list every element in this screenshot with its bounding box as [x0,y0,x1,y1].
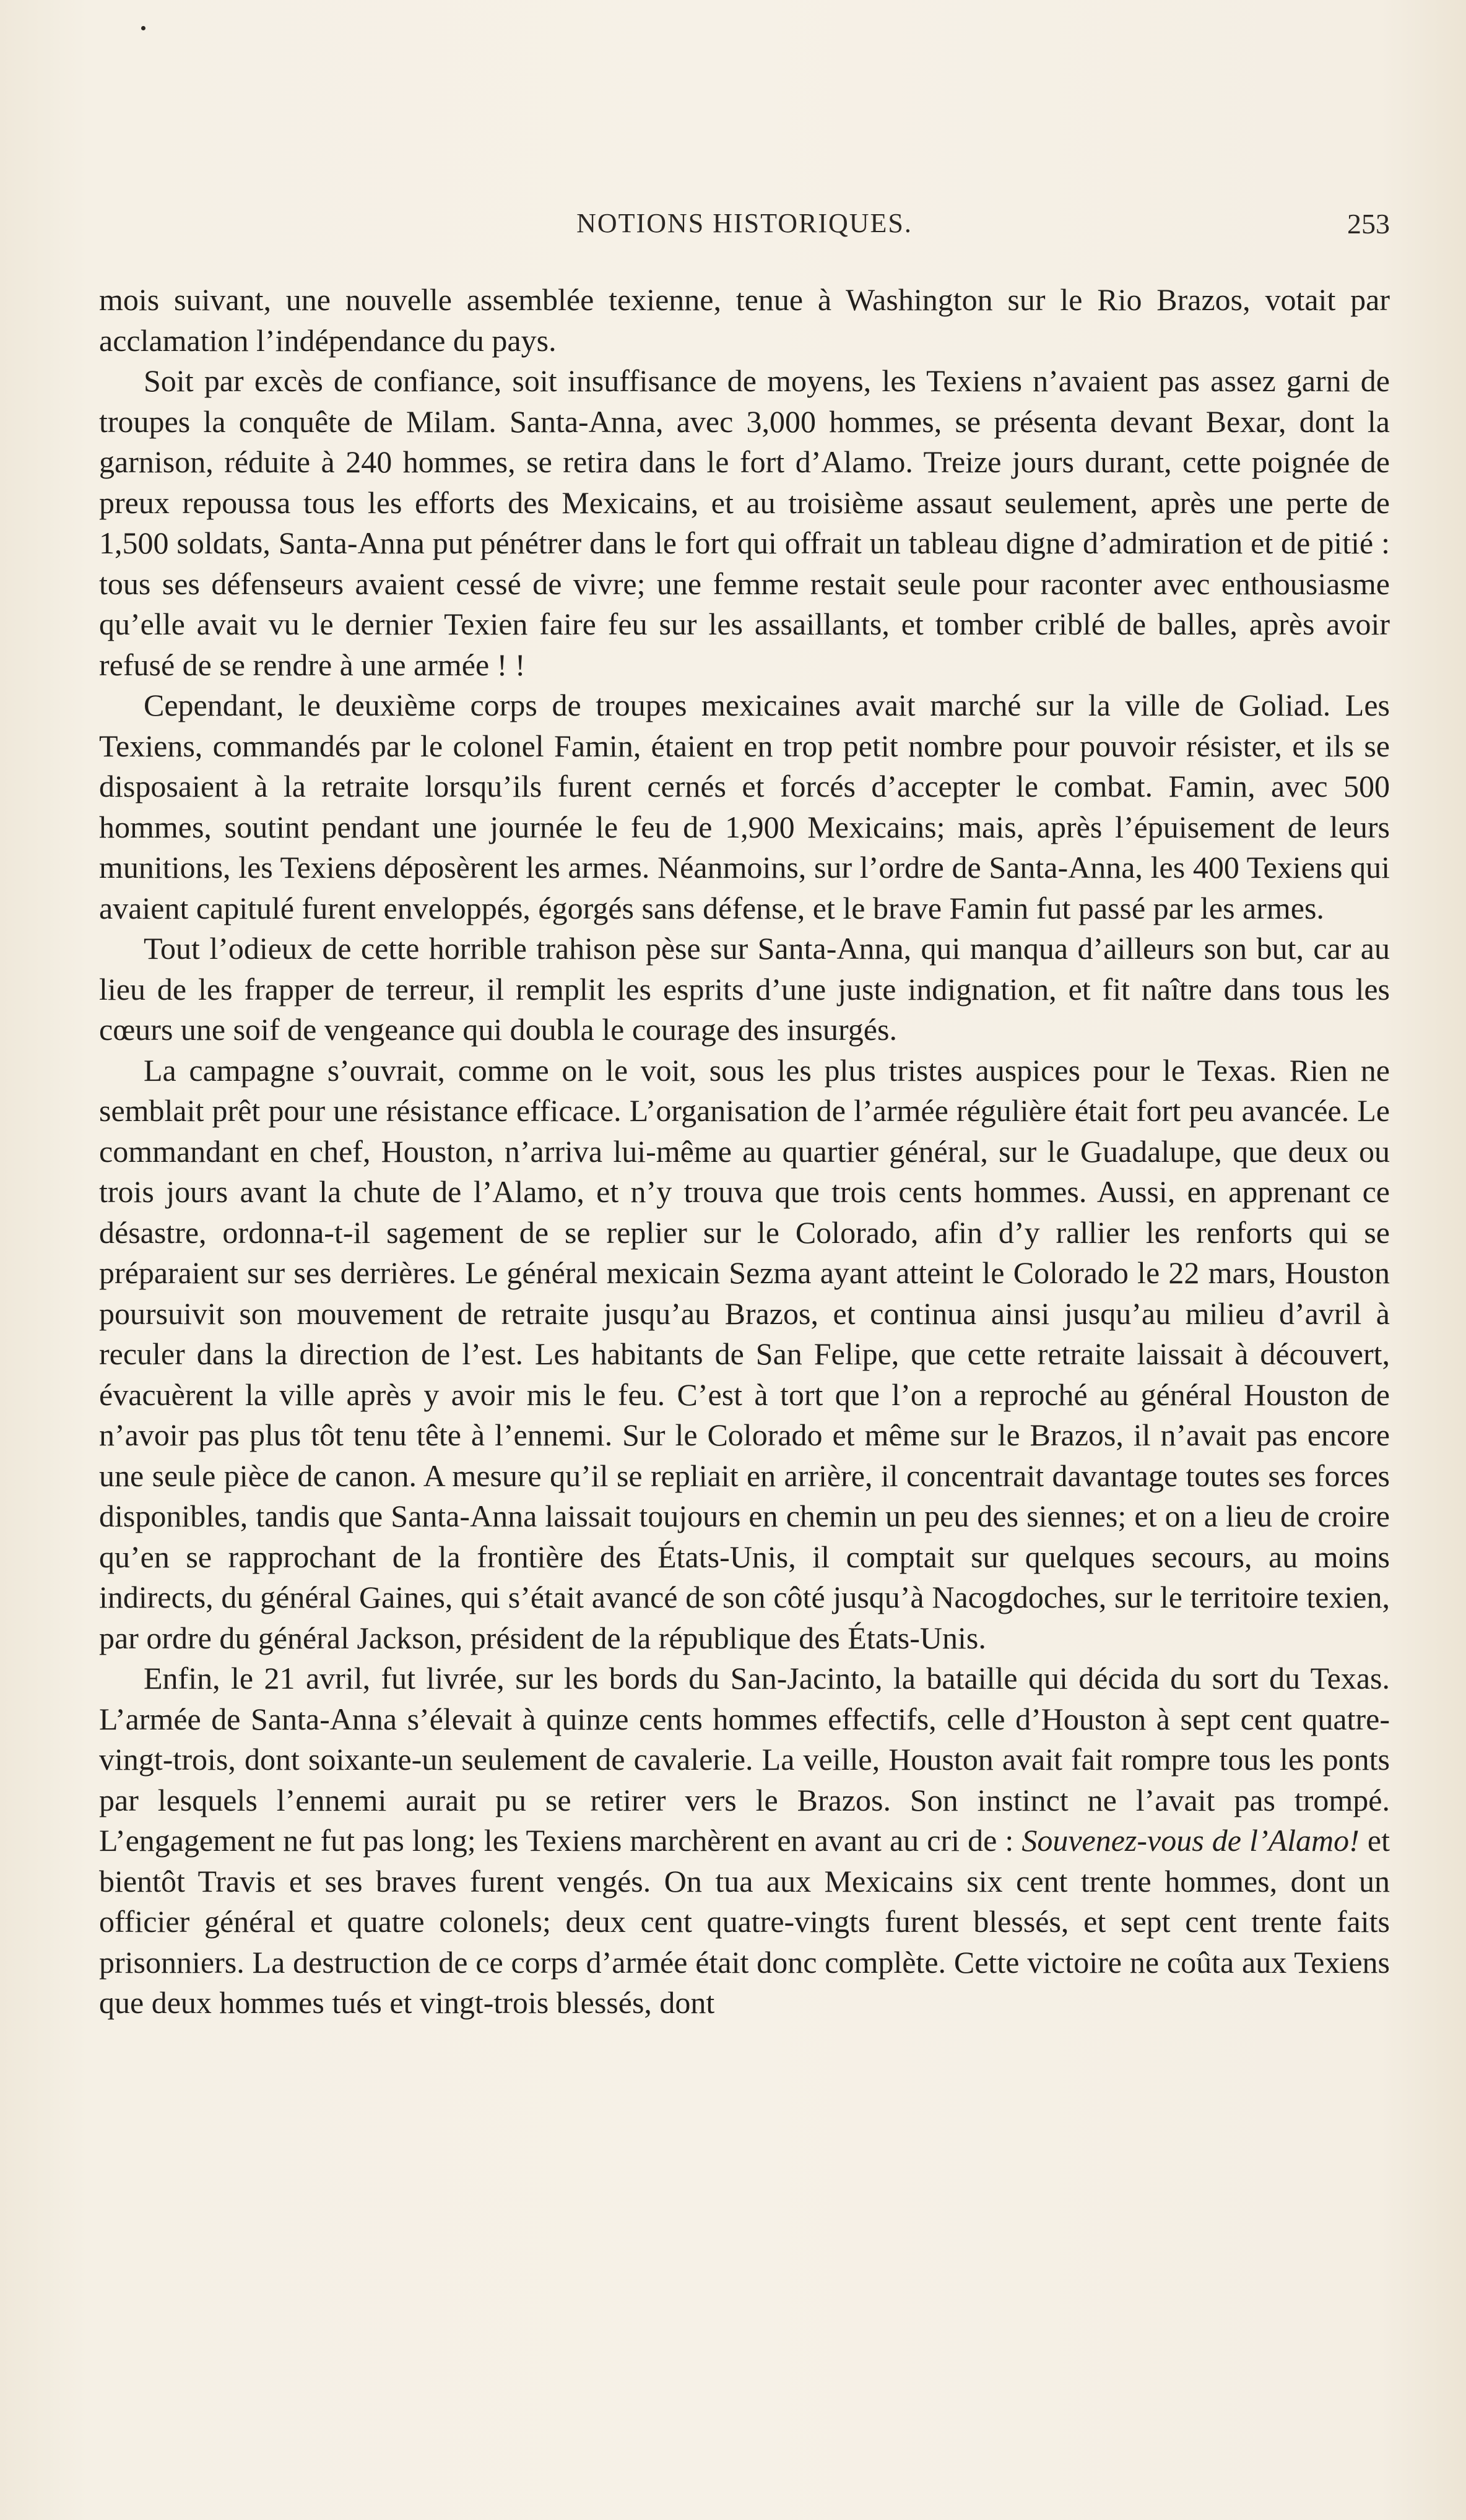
paragraph-text: Enfin, le 21 avril, fut livrée, sur les bords du San-Jacinto, la bataille qui décida du sort du Texas. L’armée de Santa-Anna s’élevait à quinze cents hommes effectifs, celle d’Houston à sept cent quatre-vingt-trois, dont soixante-un seulement de cavalerie. La veille, Houston avait fait rompre tous les ponts par lesquels l’ennemi aurait pu se retirer vers le Brazos. Son instinct ne l’avait pas trompé. L’engagement ne fut pas long; les Texiens marchèrent en avant au cri de : [99,1661,1390,1858]
page-number: 253 [1347,208,1390,240]
paragraph: Tout l’odieux de cette horrible trahison pèse sur Santa-Anna, qui manqua d’ailleurs son but, car au lieu de les frapper de terreur, il remplit les esprits d’une juste indignation, et fit naître dans tous les cœurs une soif de vengeance qui doubla le courage des insurgés. [99,931,1390,1047]
paragraph: Cependant, le deuxième corps de troupes mexicaines avait marché sur la ville de Goliad. Les Texiens, commandés par le colonel Famin, étaient en trop petit nombre pour pouvoir résister, et ils se disposaient à la retraite lorsqu’ils furent cernés et forcés d’accepter le combat. Famin, avec 500 hommes, soutint pendant une journée le feu de 1,900 Mexicains; mais, après l’épuisement de leurs munitions, les Texiens déposèrent les armes. Néanmoins, sur l’ordre de Santa-Anna, les 400 Texiens qui avaient capitulé furent enveloppés, égorgés sans défense, et le brave Famin fut passé par les armes. [99,688,1390,925]
paragraph: La campagne s’ouvrait, comme on le voit, sous les plus tristes auspices pour le Texas. Rien ne semblait prêt pour une résistance efficace. L’organisation de l’armée régulière était fort peu avancée. Le commandant en chef, Houston, n’arriva lui-même au quartier général, sur le Guadalupe, que deux ou trois jours avant la chute de l’Alamo, et n’y trouva que trois cents hommes. Aussi, en apprenant ce désastre, ordonna-t-il sagement de se replier sur le Colorado, afin d’y rallier les renforts qui se préparaient sur ses derrières. Le général mexicain Sezma ayant atteint le Colorado le 22 mars, Houston poursuivit son mouvement de retraite jusqu’au Brazos, et continua ainsi jusqu’au milieu d’avril à reculer dans la direction de l’est. Les habitants de San Felipe, que cette retraite laissait à découvert, évacuèrent la ville après y avoir mis le feu. C’est à tort que l’on a reproché au général Houston de n’avoir pas plus tôt tenu tête à l’ennemi. Sur le Colorado et même sur le Brazos, il n’avait pas encore une seule pièce de canon. A mesure qu’il se repliait en arrière, il concentrait davantage toutes ses forces disponibles, tandis que Santa-Anna laissait toujours en chemin un peu des siennes; et on a lieu de croire qu’en se rapprochant de la frontière des États-Unis, il comptait sur quelques secours, au moins indirects, du général Gaines, qui s’était avancé de son côté jusqu’à Nacogdoches, sur le territoire texien, par ordre du général Jackson, président de la république des États-Unis. [99,1052,1390,1655]
paragraph: mois suivant, une nouvelle assemblée texienne, tenue à Washington sur le Rio Brazos, votait par acclamation l’indépendance du pays. [99,282,1390,358]
running-title: NOTIONS HISTORIQUES. [576,208,913,238]
ink-speck [141,26,145,30]
paragraph: Soit par excès de confiance, soit insuffisance de moyens, les Texiens n’avaient pas assez garni de troupes la conquête de Milam. Santa-Anna, avec 3,000 hommes, se présenta devant Bexar, dont la garnison, réduite à 240 hommes, se retira dans le fort d’Alamo. Treize jours durant, cette poignée de preux repoussa tous les efforts des Mexicains, et au troisième assaut seulement, après une perte de 1,500 soldats, Santa-Anna put pénétrer dans le fort qui offrait un tableau digne d’admiration et de pitié : tous ses défenseurs avaient cessé de vivre; une femme restait seule pour raconter avec enthousiasme qu’elle avait vu le dernier Texien faire feu sur les assaillants, et tomber criblé de balles, après avoir refusé de se rendre à une armée ! ! [99,363,1390,682]
paragraph-text: et bientôt Travis et ses braves furent vengés. On tua aux Mexicains six cent trente hommes, dont un officier général et quatre colonels; deux cent quatre-vingts furent blessés, et sept cent trente faits prisonniers. La destruction de ce corps d’armée était donc complète. Cette victoire ne coûta aux Texiens que deux hommes tués et vingt-trois blessés, dont [99,1823,1390,2020]
paragraph [99,1658,1390,2024]
body-text [99,280,1390,2024]
page-header [99,207,1390,245]
battle-cry-italic: Souvenez-vous de l’Alamo! [1021,1823,1360,1858]
